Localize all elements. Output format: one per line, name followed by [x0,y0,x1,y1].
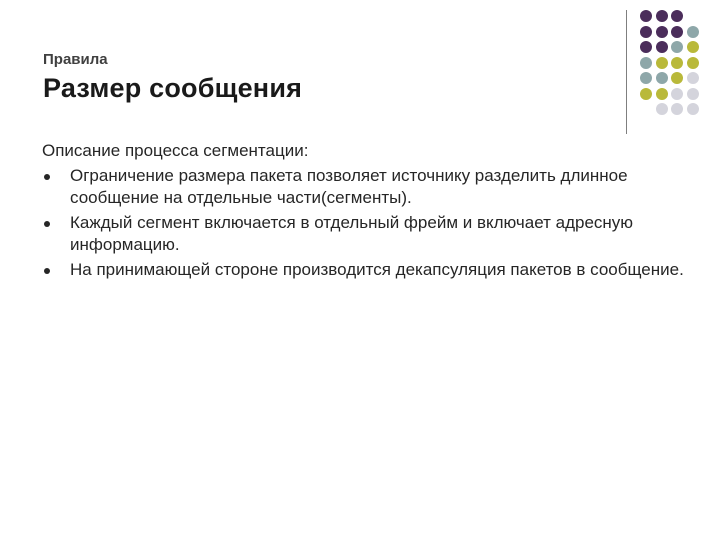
bullet-item [42,212,692,256]
decorative-dot [687,88,699,100]
decorative-dot [687,57,699,69]
decorative-dot [671,10,683,22]
decorative-dot [671,57,683,69]
bullet-item [42,165,692,209]
decorative-dot [671,26,683,38]
decorative-dot [640,57,652,69]
bullet-item [42,259,692,281]
decorative-dot [656,41,668,53]
decorative-dot [656,57,668,69]
decorative-dot [671,88,683,100]
bullet-text: Ограничение размера пакета позволяет источнику разделить длинное сообщение на отдельные части(сегменты). [70,166,628,207]
decorative-dot-grid [640,10,720,120]
decorative-dot [656,103,668,115]
decorative-dot [687,41,699,53]
decorative-dot [640,10,652,22]
decorative-dot [687,26,699,38]
decorative-dot [640,88,652,100]
decorative-dot [687,103,699,115]
decorative-dot [687,72,699,84]
bullet-icon [44,221,50,227]
vertical-divider [626,10,627,134]
slide-body [42,140,692,284]
decorative-dot [671,41,683,53]
decorative-dot [640,72,652,84]
intro-text: Описание процесса сегментации: [42,141,309,160]
bullet-text: На принимающей стороне производится декапсуляция пакетов в сообщение. [70,260,684,279]
decorative-dot [656,26,668,38]
bullet-list [42,165,692,281]
decorative-dot [671,103,683,115]
slide-title: Размер сообщения [43,73,303,103]
decorative-dot [656,88,668,100]
slide-subtitle: Правила [43,51,108,68]
decorative-dot [671,72,683,84]
decorative-dot [656,10,668,22]
bullet-icon [44,174,50,180]
decorative-dot [640,41,652,53]
decorative-dot [656,72,668,84]
decorative-dot [640,26,652,38]
bullet-icon [44,268,50,274]
bullet-text: Каждый сегмент включается в отдельный фрейм и включает адресную информацию. [70,213,634,254]
